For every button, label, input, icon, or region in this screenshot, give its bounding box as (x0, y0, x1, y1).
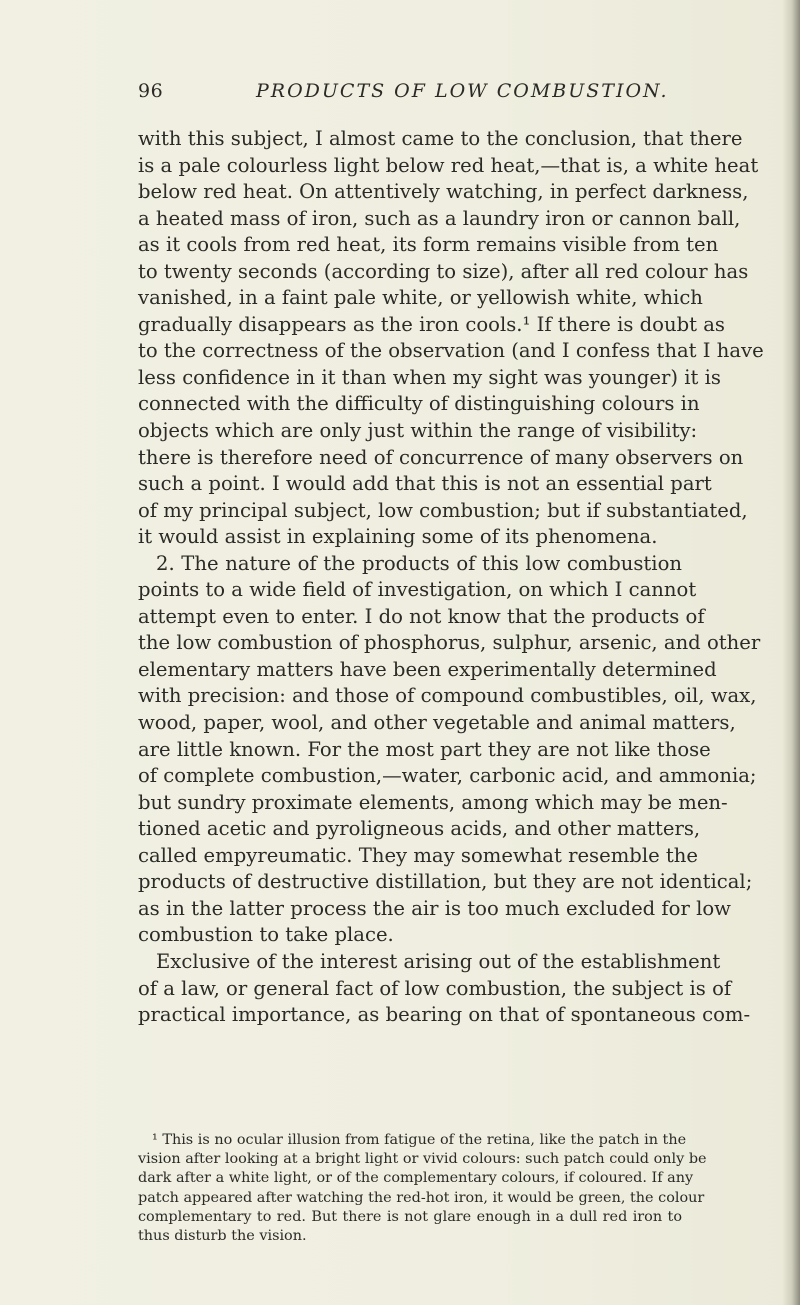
text-line: to the correctness of the observation (and I confess that I have (138, 339, 764, 363)
text-line: there is therefore need of concurrence of many observers on (138, 445, 744, 469)
text-line: connected with the difficulty of distinguishing colours in (138, 392, 700, 416)
text-line: with precision: and those of compound combustibles, oil, wax, (138, 684, 757, 708)
text-line: but sundry proximate elements, among which may be men- (138, 790, 728, 814)
body-text (138, 126, 764, 1029)
text-line: less confidence in it than when my sight was younger) it is (138, 365, 721, 389)
text-line: with this subject, I almost came to the conclusion, that there (138, 127, 743, 150)
text-line: of my principal subject, low combustion; but if substantiated, (138, 498, 748, 522)
text-line: points to a wide field of investigation, on which I cannot (138, 578, 697, 602)
footnote (138, 1131, 707, 1246)
text-line: as in the latter process the air is too much excluded for low (138, 896, 731, 920)
text-line: of a law, or general fact of low combustion, the subject is of (138, 976, 732, 1000)
text-line: to twenty seconds (according to size), after all red colour has (138, 259, 749, 283)
page-number: 96 (138, 80, 164, 102)
text-line: as it cools from red heat, its form remains visible from ten (138, 233, 719, 257)
footnote-line: patch appeared after watching the red-hot iron, it would be green, the colour (138, 1189, 705, 1206)
text-line: elementary matters have been experimentally determined (138, 657, 717, 681)
text-line: are little known. For the most part they are not like those (138, 737, 711, 761)
text-line: such a point. I would add that this is not an essential part (138, 472, 712, 496)
text-line: the low combustion of phosphorus, sulphur, arsenic, and other (138, 631, 761, 655)
text-line: wood, paper, wool, and other vegetable and animal matters, (138, 711, 736, 735)
footnote-line: vision after looking at a bright light or vivid colours: such patch could only be (138, 1151, 707, 1168)
text-line: objects which are only just within the range of visibility: (138, 419, 698, 443)
footnote-line: thus disturb the vision. (138, 1227, 307, 1244)
text-line: tioned acetic and pyroligneous acids, and other matters, (138, 817, 701, 841)
text-line: called empyreumatic. They may somewhat resemble the (138, 843, 699, 867)
text-line: attempt even to enter. I do not know that the products of (138, 604, 705, 628)
text-line: 2. The nature of the products of this low combustion (156, 551, 682, 575)
text-line: products of destructive distillation, but they are not identical; (138, 870, 753, 894)
footnote-line: dark after a white light, or of the complementary colours, if coloured. If any (138, 1170, 694, 1187)
text-line: a heated mass of iron, such as a laundry iron or cannon ball, (138, 206, 741, 230)
page-header (128, 80, 688, 110)
text-line: vanished, in a faint pale white, or yellowish white, which (138, 286, 703, 310)
text-line: gradually disappears as the iron cools.¹ If there is doubt as (138, 312, 725, 336)
footnote-line: ¹ This is no ocular illusion from fatigue of the retina, like the patch in the (152, 1132, 687, 1148)
text-line: it would assist in explaining some of its phenomena. (138, 525, 658, 549)
page-edge-shadow (782, 0, 800, 1305)
text-line: is a pale colourless light below red heat,—that is, a white heat (138, 153, 759, 177)
text-line: Exclusive of the interest arising out of the establishment (156, 949, 721, 973)
text-line: of complete combustion,—water, carbonic acid, and ammonia; (138, 764, 757, 788)
text-line: below red heat. On attentively watching, in perfect darkness, (138, 180, 749, 204)
text-line: combustion to take place. (138, 923, 394, 947)
text-line: practical importance, as bearing on that of spontaneous com- (138, 1003, 751, 1027)
footnote-line: complementary to red. But there is not glare enough in a dull red iron to (138, 1208, 682, 1225)
running-head: PRODUCTS OF LOW COMBUSTION. (256, 80, 669, 102)
